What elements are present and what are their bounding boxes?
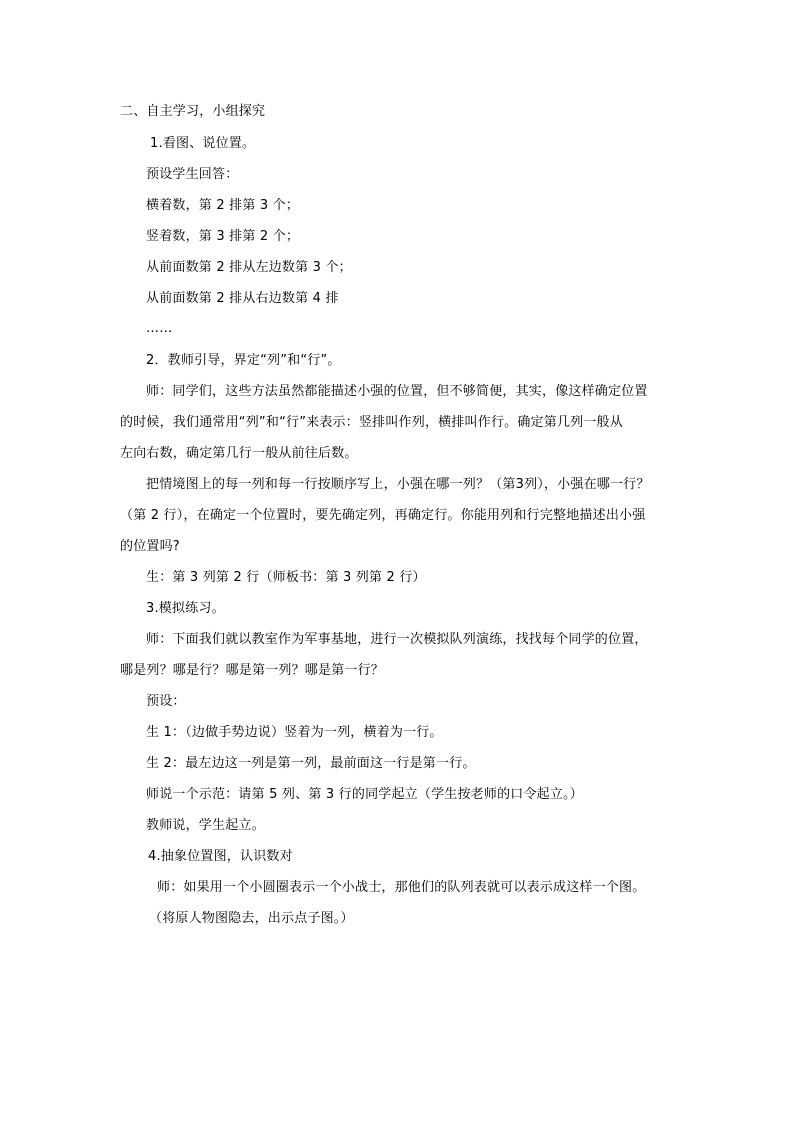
text-line: 哪是列？哪是行？哪是第一列？哪是第一行？ (120, 663, 385, 678)
text-line: 生：第 3 列第 2 行（师板书：第 3 列第 2 行） (146, 570, 426, 585)
text-line: 把情境图上的每一列和每一行按顺序写上，小强在哪一列？（第3列），小强在哪一行？ (146, 477, 650, 492)
item-heading-3: 3.模拟练习。 (146, 601, 225, 616)
text-line: 生 1：（边做手势边说）竖着为一列，横着为一行。 (146, 725, 443, 740)
text-line: 师：同学们，这些方法虽然都能描述小强的位置，但不够简便，其实，像这样确定位置 (146, 384, 648, 399)
text-line: 的时候，我们通常用“列”和“行”来表示：竖排叫作列，横排叫作行。确定第几列一般从 (120, 415, 623, 430)
text-line: 预设： (146, 694, 186, 709)
text-line: 师：如果用一个小圆圈表示一个小战士，那他们的队列表就可以表示成这样一个图。 (157, 880, 646, 895)
text-line: 师：下面我们就以教室作为军事基地，进行一次模拟队列演练，找找每个同学的位置， (146, 632, 648, 647)
text-line: 预设学生回答： (146, 167, 239, 182)
item-heading-1: 1.看图、说位置。 (150, 136, 256, 151)
text-line: 从前面数第 2 排从左边数第 3 个； (146, 260, 352, 275)
section-heading: 二、自主学习，小组探究 (120, 104, 266, 119)
text-line: 师说一个示范：请第 5 列、第 3 行的同学起立（学生按老师的口令起立。） (146, 787, 583, 802)
text-line: 教师说，学生起立。 (146, 818, 265, 833)
item-heading-4: 4.抽象位置图，认识数对 (148, 849, 293, 864)
text-line: （将原人物图隐去，出示点子图。） (149, 911, 354, 926)
text-line: （第 2 行），在确定一个位置时，要先确定列，再确定行。你能用列和行完整地描述出小强 (120, 508, 646, 523)
text-line: 的位置吗? (120, 539, 180, 554)
item-heading-2: 2．教师引导，界定“列”和“行”。 (146, 353, 341, 368)
text-line: 竖着数，第 3 排第 2 个； (146, 229, 300, 244)
ellipsis-line: …… (146, 321, 173, 336)
text-line: 横着数，第 2 排第 3 个； (146, 198, 300, 213)
text-line: 从前面数第 2 排从右边数第 4 排 (146, 291, 339, 306)
text-line: 左向右数，确定第几行一般从前往后数。 (120, 446, 358, 461)
text-line: 生 2：最左边这一列是第一列，最前面这一行是第一行。 (146, 756, 476, 771)
